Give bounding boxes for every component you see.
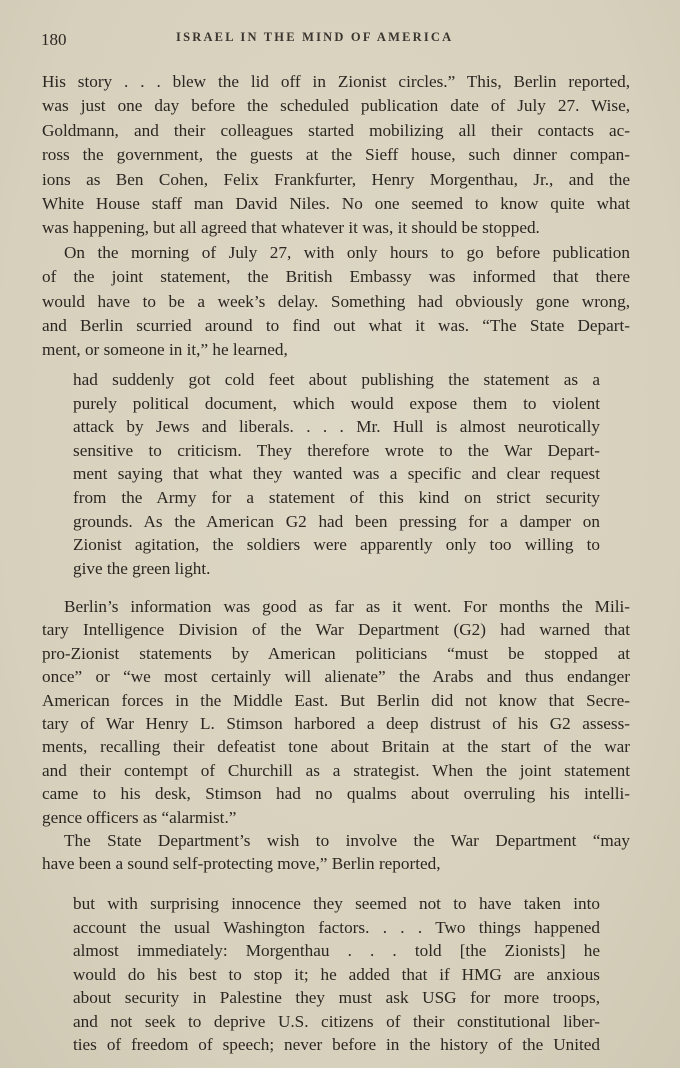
- text-line: give the green light.: [73, 558, 211, 578]
- text-line: almost immediately: Morgenthau . . . told [the Zionists] he: [73, 941, 600, 960]
- text-line: of the joint statement, the British Embassy was informed that there: [42, 267, 630, 287]
- text-line: had suddenly got cold feet about publishing the statement as a: [73, 370, 600, 389]
- text-line: gence officers as “alarmist.”: [42, 807, 237, 827]
- text-line: ment, or someone in it,” he learned,: [42, 340, 288, 360]
- text-line: but with surprising innocence they seemed not to have taken into: [73, 894, 600, 913]
- text-line: tary Intelligence Division of the War Department (G2) had warned that: [42, 620, 630, 640]
- text-line: sensitive to criticism. They therefore wrote to the War Depart-: [73, 440, 600, 460]
- text-line: On the morning of July 27, with only hours to go before publication: [64, 242, 630, 262]
- text-line: would have to be a week’s delay. Something had obviously gone wrong,: [42, 291, 630, 311]
- text-line: came to his desk, Stimson had no qualms about overruling his intelli-: [42, 784, 630, 804]
- text-line: and Berlin scurried around to find out what it was. “The State Depart-: [42, 316, 630, 335]
- text-line: purely political document, which would expose them to violent: [73, 393, 600, 413]
- text-line: Berlin’s information was good as far as it went. For months the Mili-: [64, 597, 630, 616]
- text-line: ross the government, the guests at the Sieff house, such dinner compan-: [42, 145, 630, 165]
- text-line: Zionist agitation, the soldiers were apparently only too willing to: [73, 535, 600, 555]
- text-line: was just one day before the scheduled publication date of July 27. Wise,: [42, 96, 630, 116]
- text-line: would do his best to stop it; he added that if HMG are anxious: [73, 964, 600, 984]
- text-line: ment saying that what they wanted was a specific and clear request: [73, 464, 600, 484]
- text-line: ions as Ben Cohen, Felix Frankfurter, Henry Morgenthau, Jr., and the: [42, 169, 630, 189]
- text-line: The State Department’s wish to involve the War Department “may: [64, 831, 630, 850]
- text-line: His story . . . blew the lid off in Zionist circles.” This, Berlin reported,: [42, 72, 630, 91]
- text-line: once” or “we most certainly will alienate” the Arabs and thus endanger: [42, 667, 630, 687]
- running-head: ISRAEL IN THE MIND OF AMERICA: [176, 30, 454, 44]
- text-line: have been a sound self-protecting move,” Berlin reported,: [42, 854, 441, 874]
- text-line: from the Army for a statement of this kind on strict security: [73, 488, 600, 507]
- text-line: ments, recalling their defeatist tone about Britain at the start of the war: [42, 737, 630, 757]
- text-line: attack by Jews and liberals. . . . Mr. Hull is almost neurotically: [73, 417, 600, 437]
- text-line: and their contempt of Churchill as a strategist. When the joint statement: [42, 760, 630, 780]
- text-line: account the usual Washington factors. . . . Two things happened: [73, 917, 600, 937]
- text-line: American forces in the Middle East. But Berlin did not know that Secre-: [42, 690, 630, 710]
- text-line: tary of War Henry L. Stimson harbored a deep distrust of his G2 assess-: [42, 714, 630, 733]
- text-line: and not seek to deprive U.S. citizens of their constitutional liber-: [73, 1011, 600, 1031]
- text-line: White House staff man David Niles. No one seemed to know quite what: [42, 194, 630, 213]
- text-line: pro-Zionist statements by American politicians “must be stopped at: [42, 643, 630, 663]
- text-line: Goldmann, and their colleagues started mobilizing all their contacts ac-: [42, 120, 630, 140]
- page-number: 180: [41, 30, 67, 49]
- text-line: grounds. As the American G2 had been pressing for a damper on: [73, 511, 600, 531]
- text-line: ties of freedom of speech; never before in the history of the United: [73, 1035, 600, 1054]
- text-line: about security in Palestine they must ask USG for more troops,: [73, 988, 600, 1007]
- text-line: was happening, but all agreed that whatever it was, it should be stopped.: [42, 218, 540, 238]
